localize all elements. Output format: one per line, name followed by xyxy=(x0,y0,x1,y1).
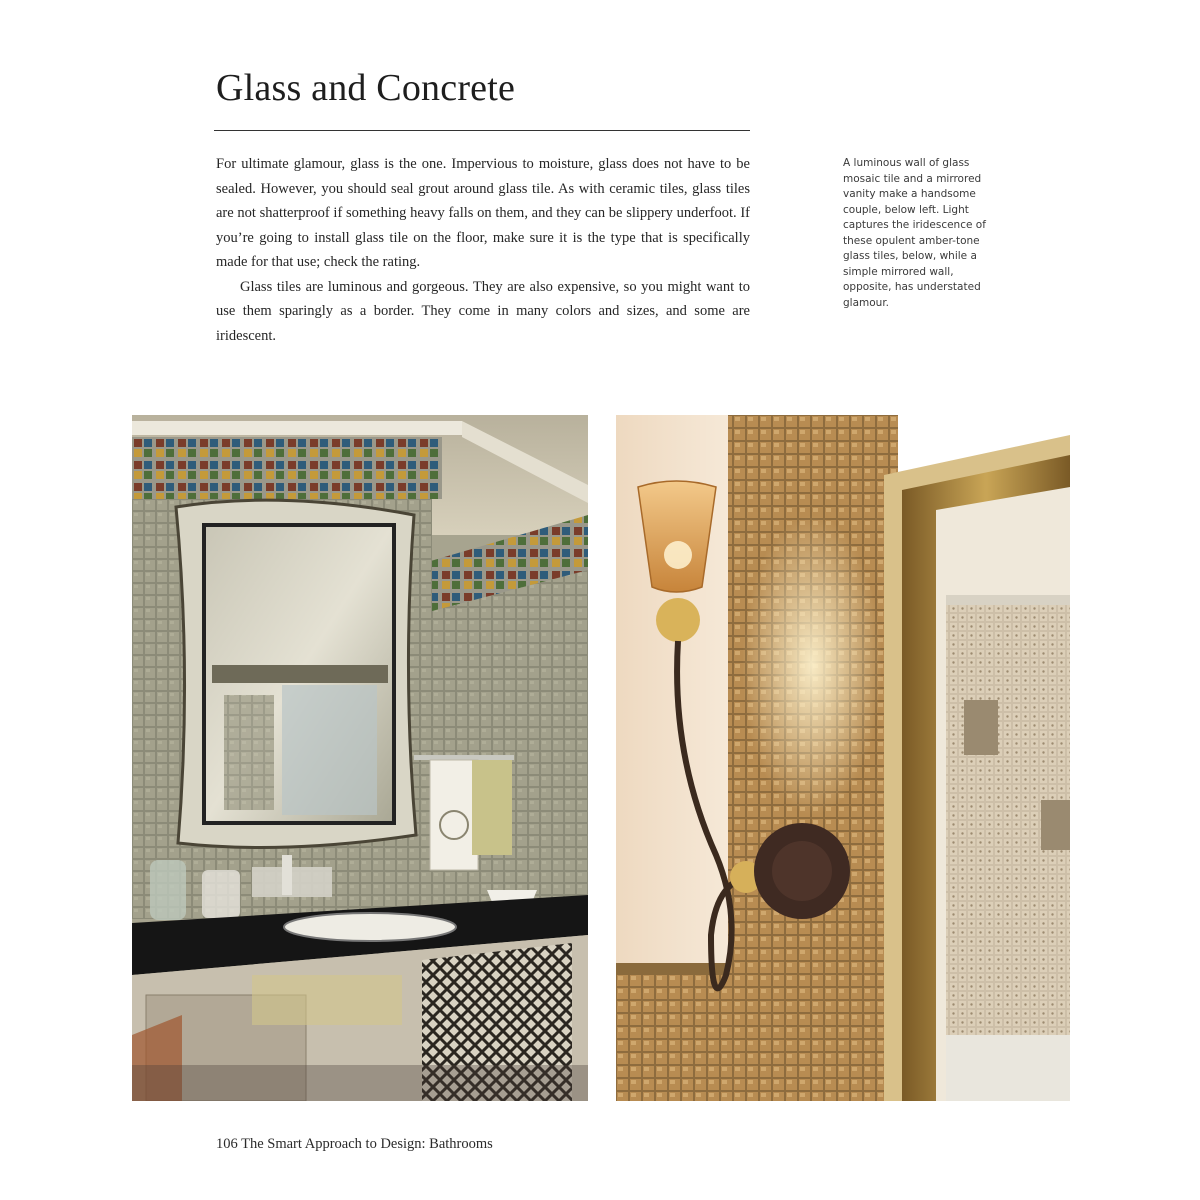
body-text xyxy=(216,152,750,348)
sconce-photo-illustration xyxy=(616,415,1070,1101)
page-title: Glass and Concrete xyxy=(216,67,516,109)
page-footer: 106 The Smart Approach to Design: Bathrooms xyxy=(216,1136,493,1152)
photo-caption: A luminous wall of glass mosaic tile and a mirrored vanity make a handsome couple, below left. Light captures the iridescence of these opulent amber-tone glass tiles, below, while a simple mirrored wall, opposite, has understated glamour. xyxy=(843,157,986,309)
photo-bathroom-vanity xyxy=(132,415,588,1101)
photo-sconce-amber-tile xyxy=(616,415,1070,1101)
paragraph-2: Glass tiles are luminous and gorgeous. They are also expensive, so you might want to use them sparingly as a border. They come in many colors and sizes, and some are iridescent. xyxy=(216,278,750,344)
vanity-photo-illustration xyxy=(132,415,588,1101)
title-divider xyxy=(214,130,750,131)
paragraph-1: For ultimate glamour, glass is the one. Impervious to moisture, glass does not have to be sealed. However, you should seal grout around glass tile. As with ceramic tiles, glass tiles are not shatterproof if something heavy falls on them, and they can be slippery underfoot. If you’re going to install glass tile on the floor, make sure it is the type that is specifically made for that use; check the rating. xyxy=(216,156,750,270)
